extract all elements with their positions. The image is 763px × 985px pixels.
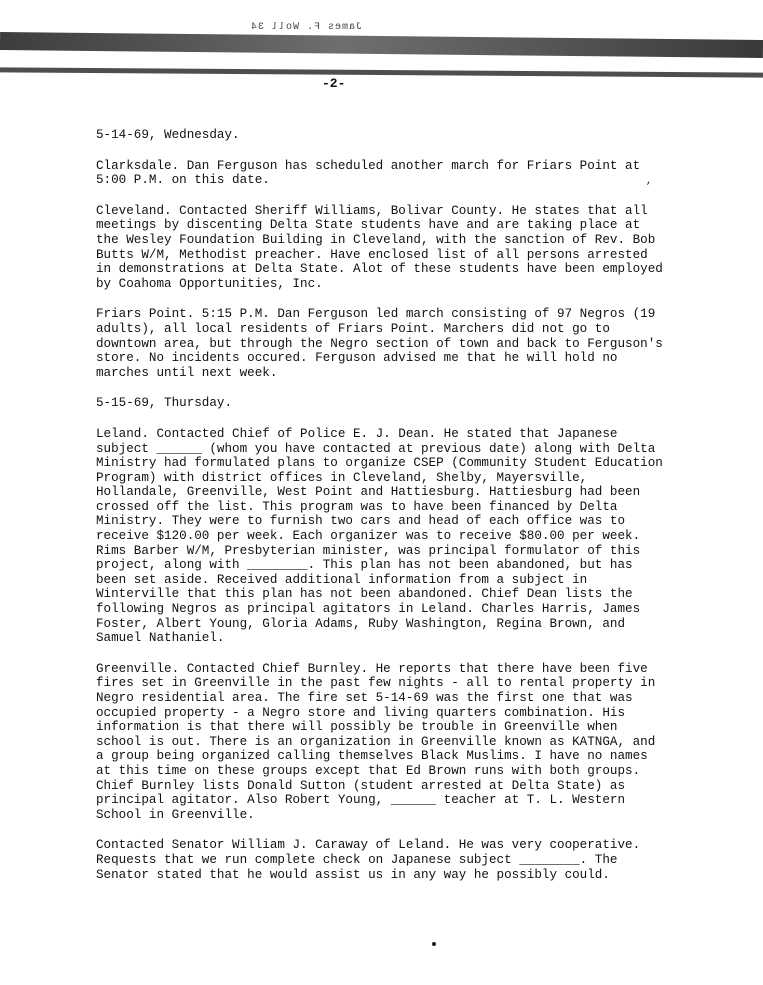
margin-mark: , [646, 176, 653, 187]
scan-artifact-band [0, 22, 763, 80]
scan-shadow-line [0, 67, 763, 77]
memo-body [96, 128, 666, 898]
date-heading-may-14: 5-14-69, Wednesday. [96, 128, 240, 142]
paragraph-friars-point: Friars Point. 5:15 P.M. Dan Ferguson led march consisting of 97 Negros (19 adults), all local residents of Friars Point. Marchers did not go to downtown area, but through the Negro section of town and back to Ferguson's store. No incidents occured. Ferguson advised me that he will hold no marches until next week. [96, 307, 663, 380]
paragraph-senator-caraway: Contacted Senator William J. Caraway of Leland. He was very cooperative. Requests that we run complete check on Japanese subject ________. The Senator stated that he would assist us in any way he possibly could. [96, 838, 641, 882]
mirrored-header-text: James F. Woll 34 [250, 22, 363, 33]
paragraph-cleveland: Cleveland. Contacted Sheriff Williams, Bolivar County. He states that all meetings by discenting Delta State students have and are taking place at the Wesley Foundation Building in Cleveland, with the sanction of Rev. Bob Butts W/M, Methodist preacher. Have enclosed list of all persons arrested in demonstrations at Delta State. Alot of these students have been employed by Coahoma Opportunities, Inc. [96, 203, 663, 291]
scan-dot [432, 942, 436, 946]
paragraph-greenville: Greenville. Contacted Chief Burnley. He reports that there have been five fires set in Greenville in the past few nights - all to rental property in Negro residential area. The fire set 5-14-69 was the first one that was occupied property - a Negro store and living quarters combination. His information is that there will possibly be trouble in Greenville when school is out. There is an organization in Greenville known as KATNGA, and a group being organized calling themselves Black Muslims. I have no names at this time on these groups except that Ed Brown runs with both groups. Chief Burnley lists Donald Sutton (student arrested at Delta State) as principal agitator. Also Robert Young, ______ teacher at T. L. Western School in Greenville. [96, 661, 656, 822]
scan-shadow-bar [0, 32, 763, 58]
paragraph-clarksdale: Clarksdale. Dan Ferguson has scheduled another march for Friars Point at 5:00 P.M. on this date. [96, 158, 641, 188]
paragraph-leland: Leland. Contacted Chief of Police E. J. Dean. He stated that Japanese subject ______ (whom you have contacted at previous date) along with Delta Ministry had formulated plans to organize CSEP (Community Student Education Program) with district offices in Cleveland, Shelby, Mayersville, Hollandale, Greenville, West Point and Hattiesburg. Hattiesburg had been crossed off the list. This program was to have been financed by Delta Ministry. They were to furnish two cars and head of each office was to receive $120.00 per week. Each organizer was to receive $80.00 per week. Rims Barber W/M, Presbyterian minister, was principal formulator of this project, along with ________. This plan has not been abandoned, but has been set aside. Received additional information from a subject in Winterville that this plan has not been abandoned. Chief Dean lists the following Negros as principal agitators in Leland. Charles Harris, James Foster, Albert Young, Gloria Adams, Ruby Washington, Regina Brown, and Samuel Nathaniel. [96, 426, 663, 646]
page-number: -2- [322, 76, 346, 91]
date-heading-may-15: 5-15-69, Thursday. [96, 396, 233, 411]
